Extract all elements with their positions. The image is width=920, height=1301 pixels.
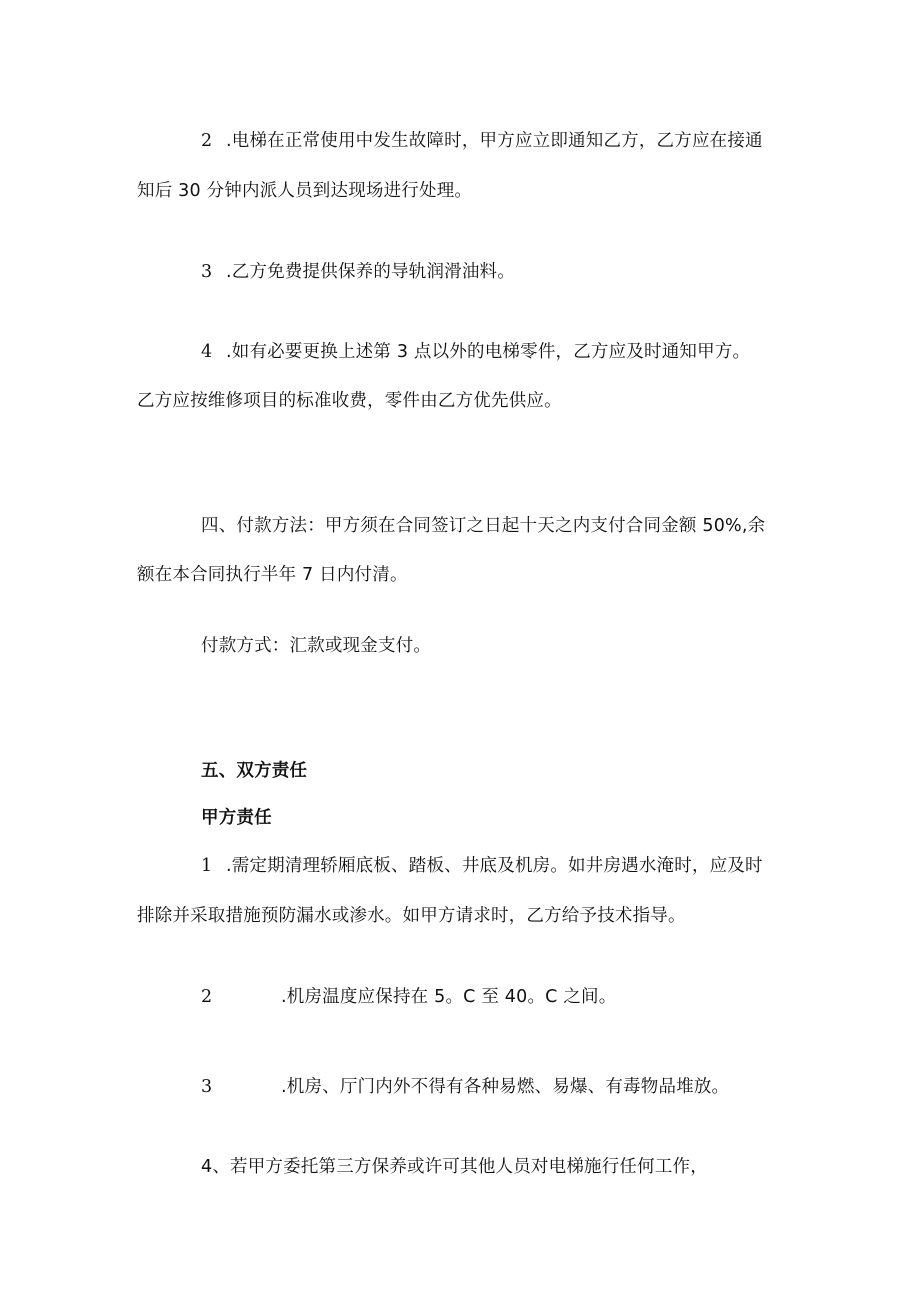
payment-clause-line-2: 额在本合同执行半年 7 日内付清。 [137,565,408,585]
clause-1-number: 1 [201,856,213,876]
payment-method: 付款方式：汇款或现金支付。 [201,636,432,656]
item-4-number: 4 [201,342,213,362]
clause-3-text: .机房、厅门内外不得有各种易燃、易爆、有毒物品堆放。 [281,1077,730,1097]
section-5-heading: 五、双方责任 [201,761,308,781]
item-4-line-1: .如有必要更换上述第 3 点以外的电梯零件，乙方应及时通知甲方。 [226,342,751,362]
item-2-number: 2 [201,131,213,151]
clause-4-text: 4、若甲方委托第三方保养或许可其他人员对电梯施行任何工作， [201,1157,708,1177]
clause-2-text: .机房温度应保持在 5。C 至 40。C 之间。 [281,987,617,1007]
clause-1-line-1: .需定期清理轿厢底板、踏板、井底及机房。如井房遇水淹时，应及时 [226,856,763,876]
clause-2-number: 2 [201,987,213,1007]
item-2-line-1: .电梯在正常使用中发生故障时，甲方应立即通知乙方，乙方应在接通 [226,131,763,151]
clause-3-number: 3 [201,1077,213,1097]
item-4-line-2: 乙方应按维修项目的标准收费，零件由乙方优先供应。 [137,391,562,411]
clause-1-line-2: 排除并采取措施预防漏水或渗水。如甲方请求时，乙方给予技术指导。 [137,906,686,926]
party-a-subheading: 甲方责任 [201,808,272,828]
item-2-line-2: 知后 30 分钟内派人员到达现场进行处理。 [137,181,473,201]
item-3-number: 3 [201,262,213,282]
payment-clause-line-1: 四、付款方法：甲方须在合同签订之日起十天之内支付合同金额 50%,余 [201,516,766,536]
item-3-line-1: .乙方免费提供保养的导轨润滑油料。 [226,262,515,282]
